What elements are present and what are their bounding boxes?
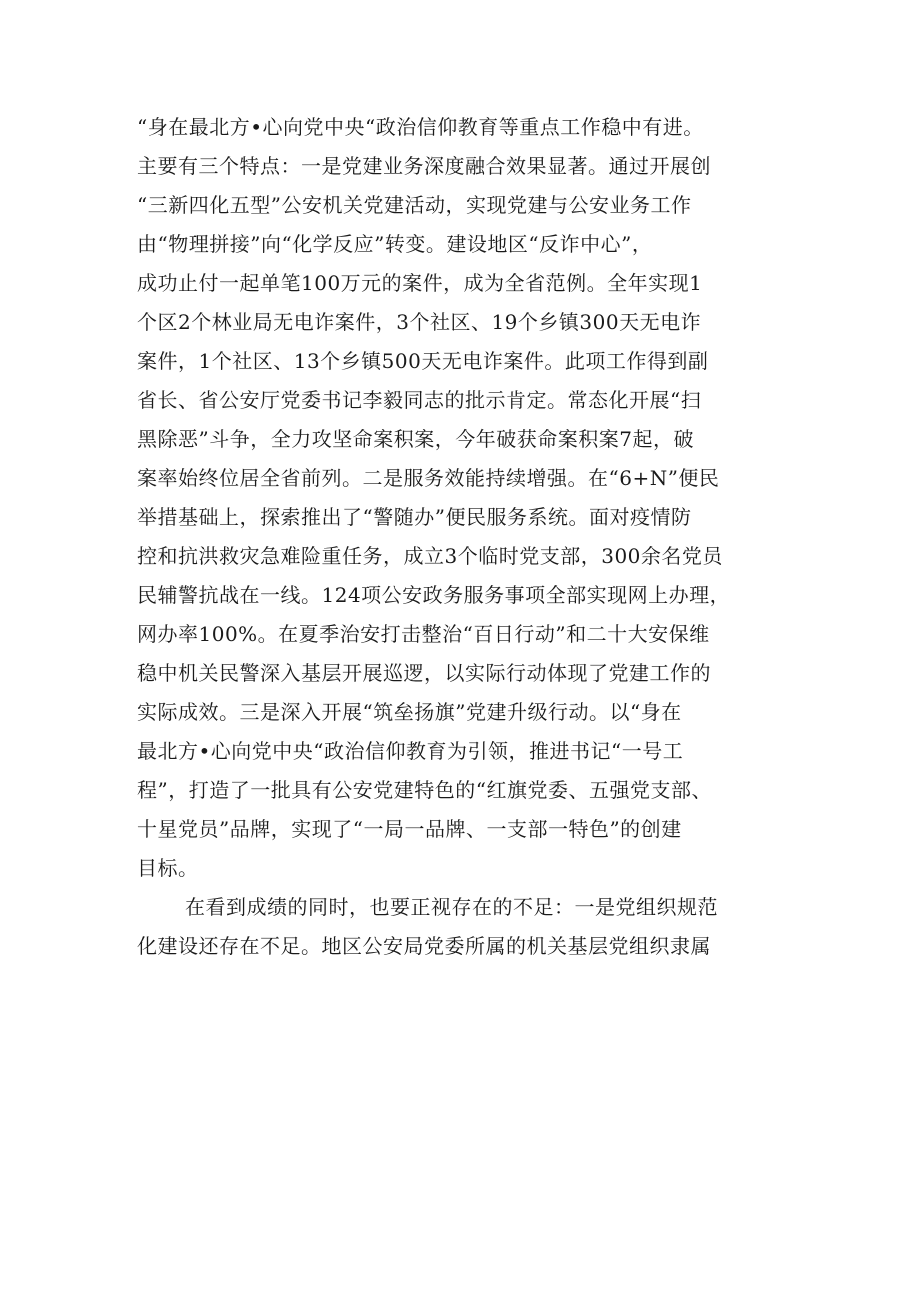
text-line: 由“物理拼接”向“化学反应”转变。建设地区“反诈中心”， (137, 232, 653, 256)
text-line: 成功止付一起单笔100万元的案件，成为全省范例。全年实现1 (137, 271, 703, 295)
text-line: 稳中机关民警深入基层开展巡逻，以实际行动体现了党建工作的 (137, 661, 711, 685)
text-line: 主要有三个特点：一是党建业务深度融合效果显著。通过开展创 (137, 154, 711, 178)
text-line: “三新四化五型”公安机关党建活动，实现党建与公安业务工作 (137, 193, 692, 217)
text-line: 十星党员”品牌，实现了“一局一品牌、一支部一特色”的创建 (137, 817, 682, 841)
text-line: 实际成效。三是深入开展“筑垒扬旗”党建升级行动。以“身在 (137, 700, 682, 724)
text-line: 省长、省公安厅党委书记李毅同志的批示肯定。常态化开展“扫 (137, 388, 702, 412)
text-line: 民辅警抗战在一线。124项公安政务服务事项全部实现网上办理， (137, 583, 731, 607)
text-line: 举措基础上，探索推出了“警随办”便民服务系统。面对疫情防 (137, 505, 692, 529)
body-text (137, 108, 797, 966)
text-line: 案率始终位居全省前列。二是服务效能持续增强。在“6+N”便民 (137, 466, 720, 490)
text-line: 目标。 (137, 856, 199, 880)
text-line: 最北方•心向党中央“政治信仰教育为引领，推进书记“一号工 (137, 739, 684, 763)
text-line: 个区2个林业局无电诈案件，3个社区、19个乡镇300天无电诈 (137, 310, 702, 334)
text-line: 控和抗洪救灾急难险重任务，成立3个临时党支部，300余名党员 (137, 544, 723, 568)
text-line: 网办率100%。在夏季治安打击整治“百日行动”和二十大安保维 (137, 622, 710, 646)
paragraph-start-line: 在看到成绩的同时，也要正视存在的不足：一是党组织规范 (185, 895, 718, 919)
text-line: 案件，1个社区、13个乡镇500天无电诈案件。此项工作得到副 (137, 349, 709, 373)
text-line: 黑除恶”斗争，全力攻坚命案积案，今年破获命案积案7起，破 (137, 427, 694, 451)
text-line: “身在最北方•心向党中央“政治信仰教育等重点工作稳中有进。 (137, 115, 704, 139)
text-line: 化建设还存在不足。地区公安局党委所属的机关基层党组织隶属 (137, 934, 711, 958)
text-line: 程”，打造了一批具有公安党建特色的“红旗党委、五强党支部、 (137, 778, 712, 802)
